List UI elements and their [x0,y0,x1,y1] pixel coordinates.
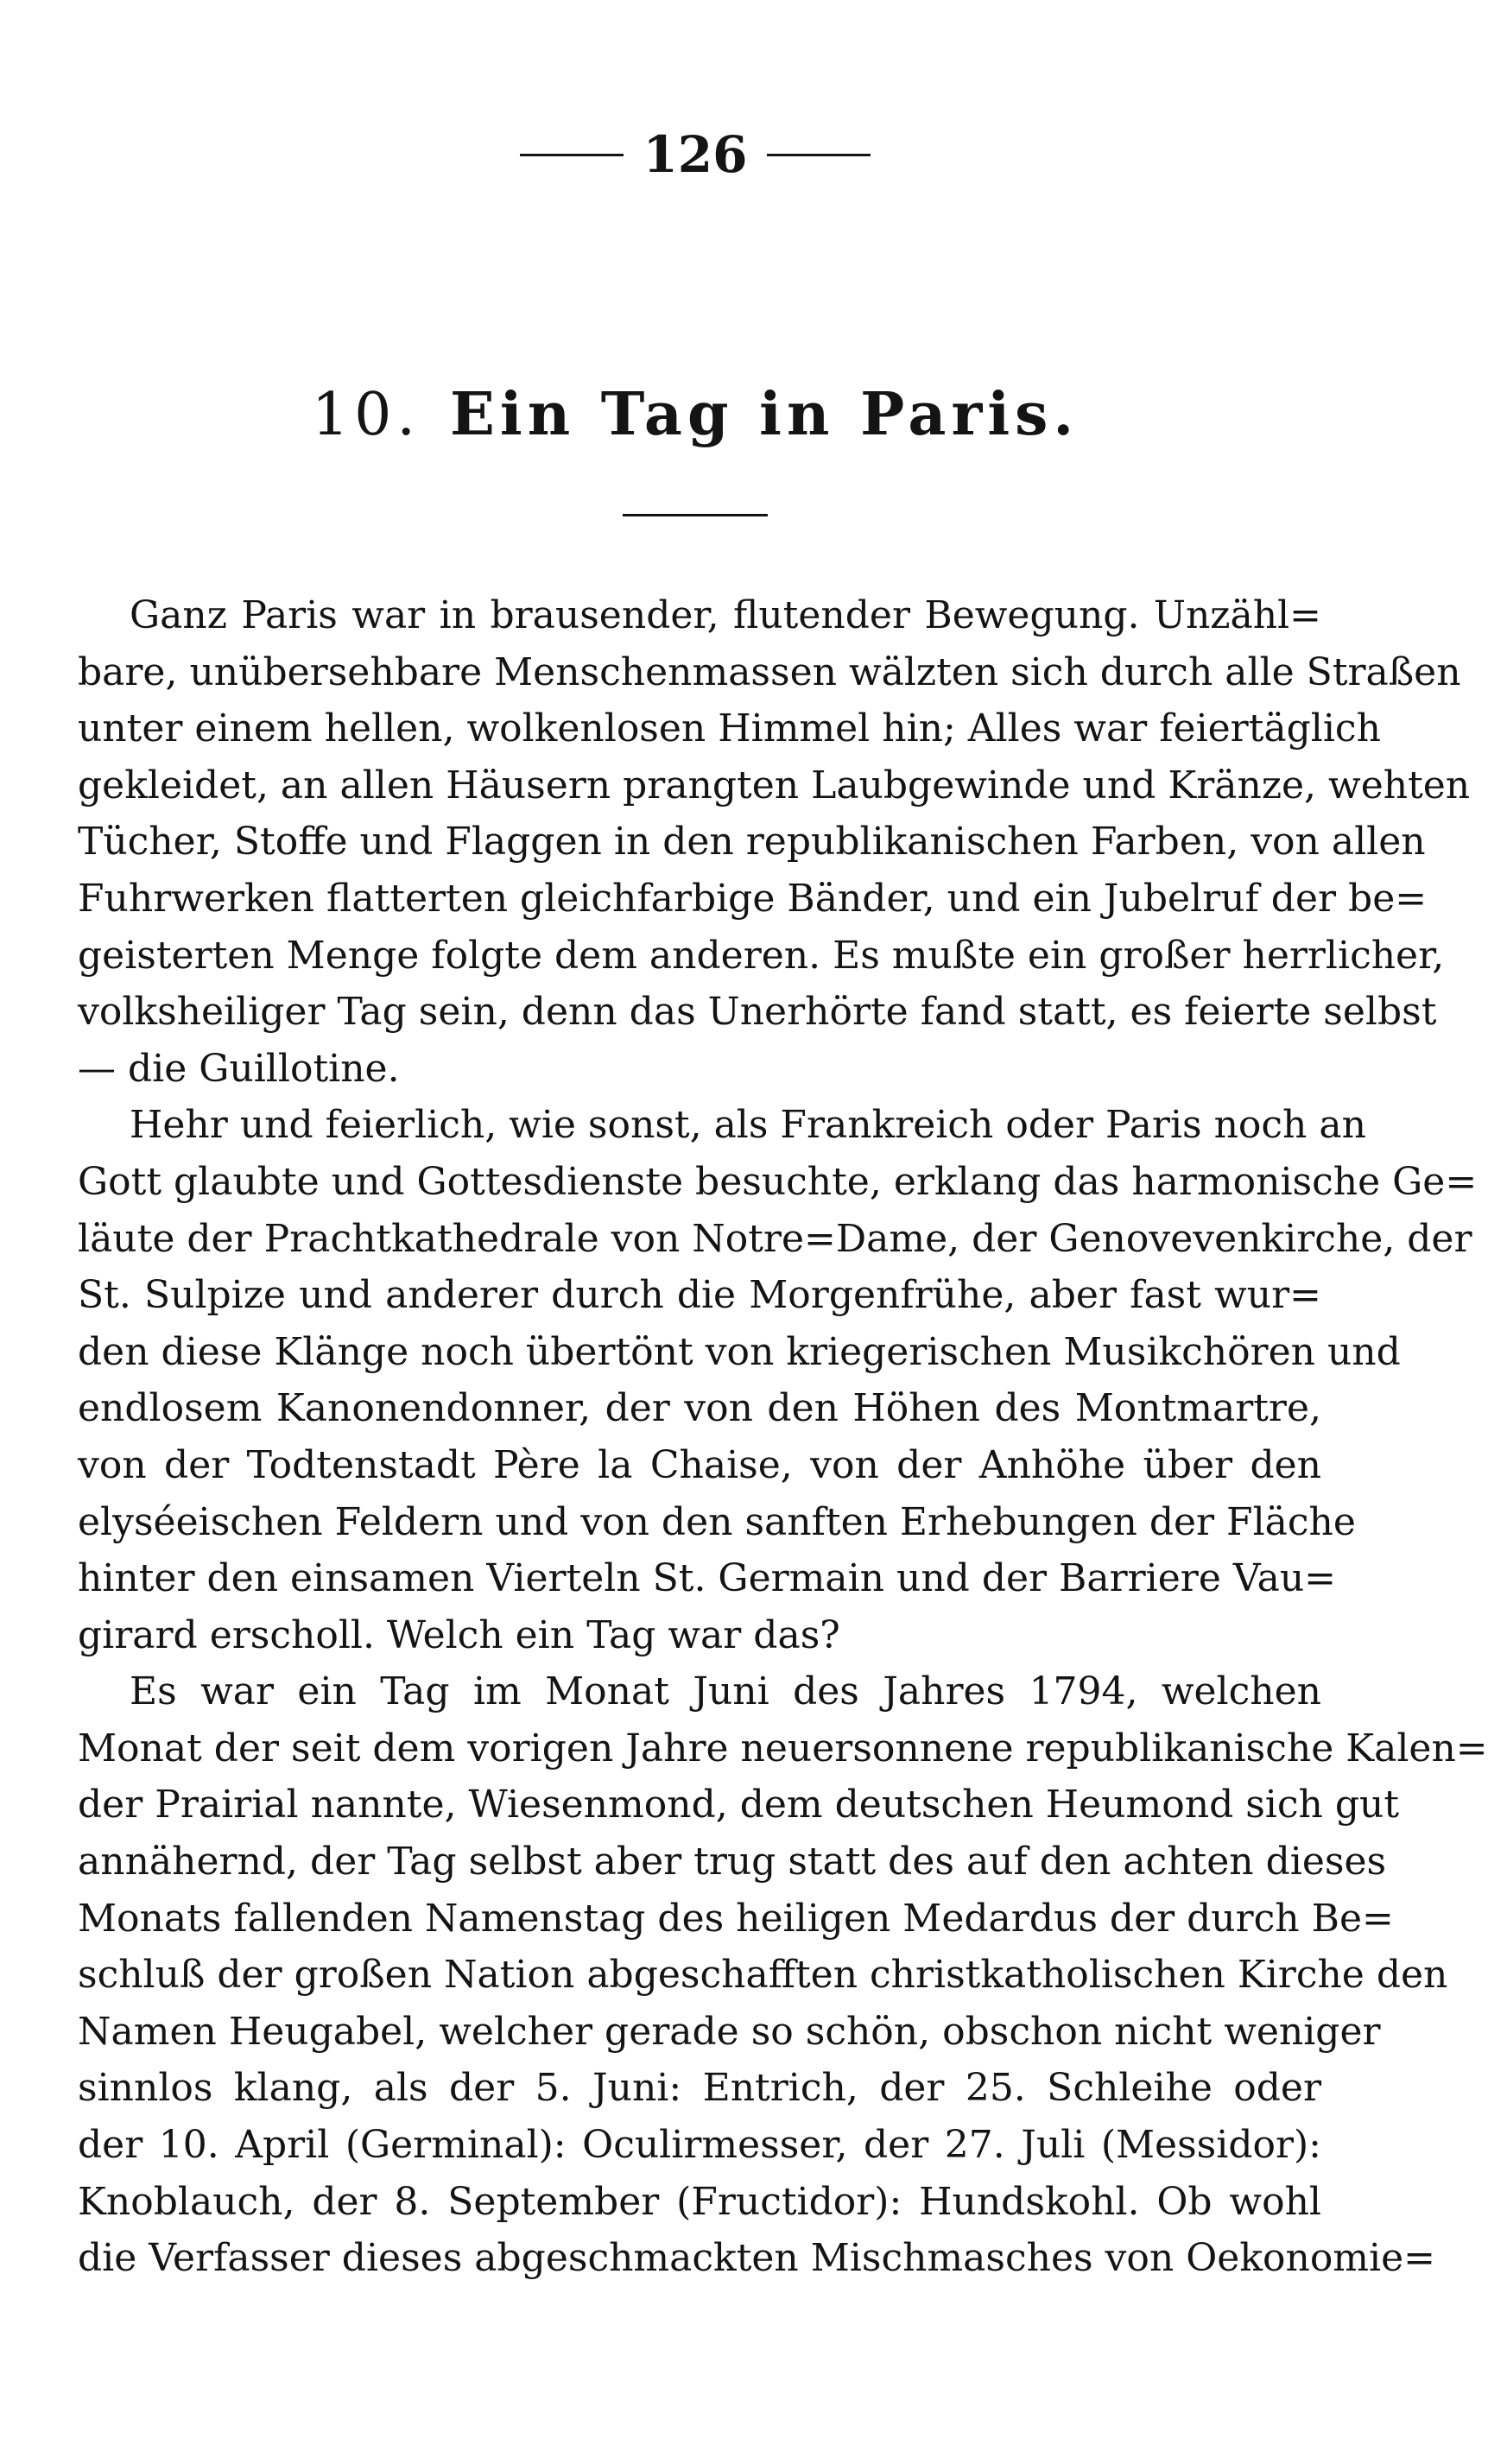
text-line: Hehr und feierlich, wie sonst, als Frankreich oder Paris noch an [130,1103,1366,1148]
text-line: — die Guillotine. [78,1046,400,1091]
text-line: volksheiliger Tag sein, denn das Unerhörte fand statt, es feierte selbst [78,990,1437,1035]
text-line: geisterten Menge folgte dem anderen. Es mußte ein großer herrlicher, [78,933,1445,978]
text-line: der 10. April (Germinal): Oculirmesser, der 27. Juli (Messidor): [78,2123,1321,2168]
text-line: girard erscholl. Welch ein Tag war das? [78,1612,840,1657]
text-line: von der Todtenstadt Père la Chaise, von der Anhöhe über den [78,1442,1321,1487]
text-line: läute der Prachtkathedrale von Notre=Dame, der Genovevenkirche, der [78,1216,1472,1261]
text-line: Es war ein Tag im Monat Juni des Jahres 1794, welchen [130,1669,1321,1714]
page-number: 126 [643,125,748,184]
text-line: schluß der großen Nation abgeschafften christkatholischen Kirche den [78,1953,1448,1998]
text-line: gekleidet, an allen Häusern prangten Laubgewinde und Kränze, wehten [78,763,1471,808]
page-header [0,125,1390,184]
text-line: Fuhrwerken flatterten gleichfarbige Bänder, und ein Jubelruf der be= [78,876,1428,921]
header-dash-left [520,154,624,156]
chapter-number: 10. [311,381,421,449]
text-line: Gott glaubte und Gottesdienste besuchte, erklang das harmonische Ge= [78,1159,1478,1204]
text-line: Knoblauch, der 8. September (Fructidor): Hundskohl. Ob wohl [78,2179,1321,2224]
text-line: endlosem Kanonendonner, der von den Höhen des Montmartre, [78,1386,1321,1431]
text-line: Namen Heugabel, welcher gerade so schön, obschon nicht weniger [78,2009,1381,2054]
text-line: annähernd, der Tag selbst aber trug statt des auf den achten dieses [78,1840,1387,1884]
title-divider [623,514,768,516]
text-line: den diese Klänge noch übertönt von kriegerischen Musikchören und [78,1329,1401,1374]
header-dash-right [767,154,871,156]
text-line: die Verfasser dieses abgeschmackten Mischmasches von Oekonomie= [78,2236,1436,2281]
text-line: der Prairial nannte, Wiesenmond, dem deutschen Heumond sich gut [78,1783,1400,1827]
text-line: Monat der seit dem vorigen Jahre neuersonnene republikanische Kalen= [78,1726,1488,1770]
body-text [78,587,1488,2287]
text-line: Monats fallenden Namenstag des heiligen Medardus der durch Be= [78,1896,1394,1941]
text-line: Tücher, Stoffe und Flaggen in den republikanischen Farben, von allen [78,820,1426,865]
text-line: bare, unübersehbare Menschenmassen wälzten sich durch alle Straßen [78,649,1461,694]
text-line: unter einem hellen, wolkenlosen Himmel hin; Alles war feiertäglich [78,706,1381,751]
text-line: hinter den einsamen Vierteln St. Germain und der Barriere Vau= [78,1556,1337,1601]
text-line: sinnlos klang, als der 5. Juni: Entrich, der 25. Schleihe oder [78,2066,1321,2111]
chapter-title: Ein Tag in Paris. [450,380,1080,449]
text-line: St. Sulpize und anderer durch die Morgenfrühe, aber fast wur= [78,1273,1321,1318]
text-line: elyséeischen Feldern und von den sanften Erhebungen der Fläche [78,1499,1356,1544]
chapter-heading [0,380,1390,451]
text-line: Ganz Paris war in brausender, flutender Bewegung. Unzähl= [130,593,1321,637]
